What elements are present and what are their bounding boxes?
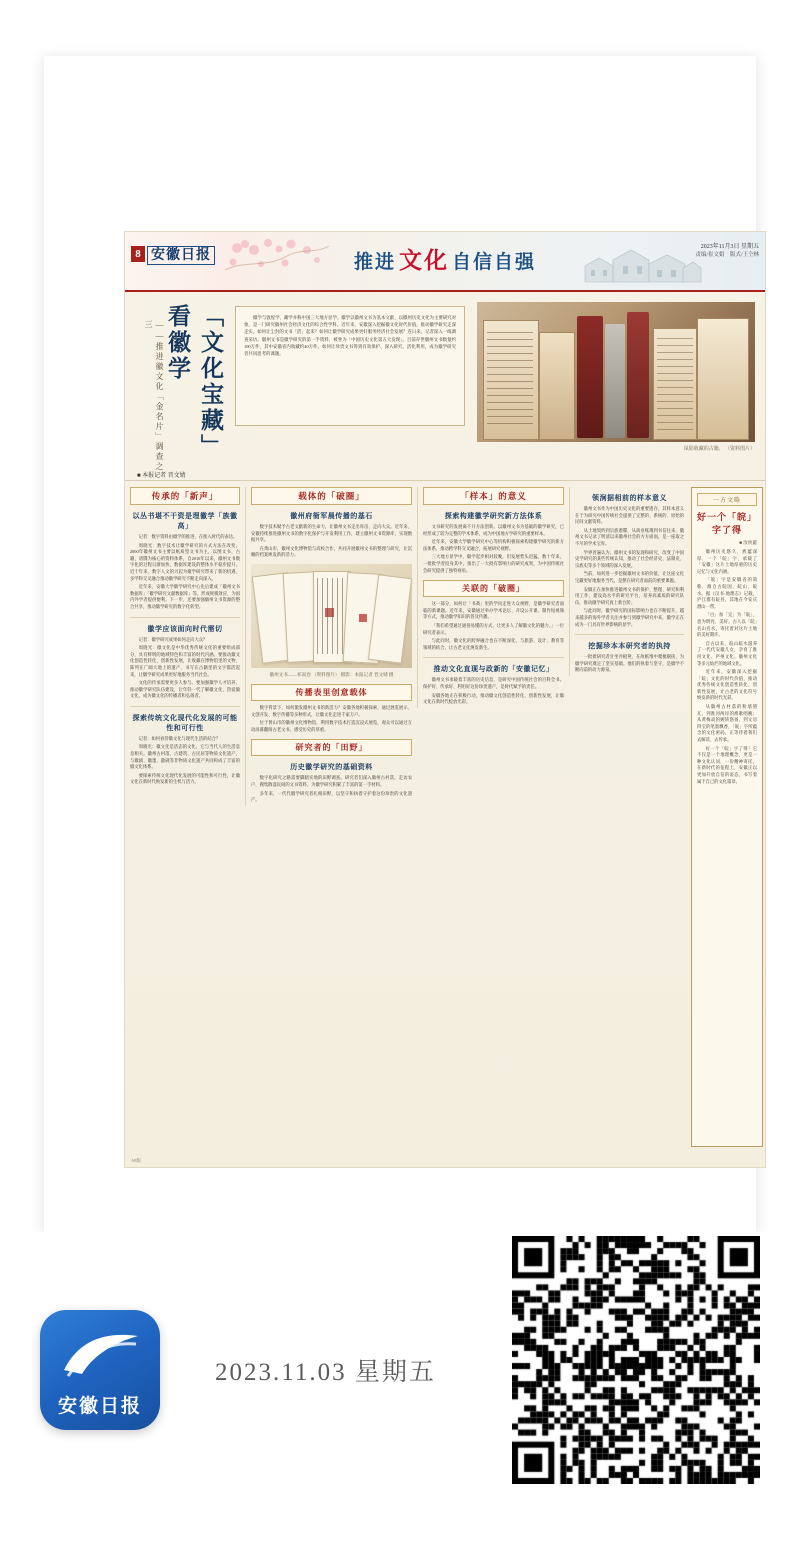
paragraph: 数字背景下，如何激发徽州文书的新活力？安徽各地积极探索，通过展览展示、文创开发、数字传播等多种形式，让徽文化走进千家万户。 (251, 704, 412, 717)
masthead-headline: 推进 文化 自信自强 (353, 248, 537, 273)
wave-icon (58, 1328, 142, 1382)
paragraph: 「皖」字是安徽省的简称，源自古皖国、皖山、皖水。据《汉书·地理志》记载，庐江郡有皖县，其地在今安庆潜山一带。 (697, 577, 757, 609)
lead-paragraph-box (235, 306, 465, 426)
subheading-1-1: 以丛书堪不干资是理徽学「族徽高」 (132, 512, 238, 530)
document-photo-caption: 徽州文书——祁南卷 （资料图片） 摄影：本报记者 晋文婧 摄 (269, 671, 394, 677)
page-number-badge: 8 (131, 246, 145, 262)
editor-credits: 责编/崔文娟 版式/王仝林 (695, 252, 759, 258)
paragraph: 记者：数字资料由徽学的推进，在推入时代的表达。 (138, 534, 238, 539)
document-photo (251, 564, 412, 668)
paragraph: 从土地契约到宗族谱牒，从商业账簿到书信往来，徽州文书记录了明清以来徽州社会的方方面面，是一座取之不尽的学术宝库。 (575, 527, 684, 546)
divider (130, 706, 240, 707)
subheading-4-1: 挖掘珍本本研究者的执持 (588, 642, 671, 651)
paragraph: 好一个「皖」字了得！它不仅是一个地理概念，更是一种文化认同，一份精神寄托。在新时代的征程上，安徽正以更加开放自信的姿态，书写着属于自己的文化篇章。 (697, 745, 757, 784)
app-name: 安徽日报 (57, 1396, 142, 1417)
subheading-3-2: 推动文化直现与政新的「安徽记忆」 (433, 665, 554, 674)
sidebar-author: ■ 汝泱蕙 (739, 540, 757, 545)
feature-subtitle: ——推进徽文化「金名片」调查之三 (144, 320, 164, 472)
column-4 (569, 487, 689, 676)
paragraph: 安徽正在加快推进徽州文书的保护、整理、研究和利用工作，建设高水平的研究平台，培养高素质的研究队伍，推动徽学研究再上新台阶。 (575, 586, 684, 605)
newspaper-page (124, 231, 766, 1168)
date-label: 2023.11.03 星期五 (215, 1359, 436, 1386)
paragraph: 近年来，安徽深入挖掘「皖」文化的时代价值，推动优秀传统文化创造性转化、创新性发展，让古老的文化符号焕发新的时代光彩。 (697, 669, 757, 701)
paragraph: 在黄山市，徽州文化博物馆与高校合作，共同开展徽州文书的整理与研究，让沉睡的档案焕发新的活力。 (251, 545, 412, 558)
paragraph: 「白」加「完」为「皖」，意为明亮、美好。古人以「皖」名山名水，寄托着对这片土地的美好期许。 (697, 612, 757, 638)
paragraph: 周晓光：徽文化是活态的文化，它与当代人的生活息息相关。徽州古村落、古建筑、古民居等物质文化遗产，与徽剧、徽墨、歙砚等非物质文化遗产共同构成了丰富的徽文化体系。 (130, 744, 240, 770)
paragraph: 记者：徽学研究成果如何走向大众？ (138, 636, 208, 642)
feature-byline: ■ 本报记者 晋文婧 (137, 473, 186, 479)
section-heading-2: 载体的「破圈」 (251, 487, 412, 505)
paragraph: 安徽各地正在积极行动，推动徽文化创造性转化、创新性发展，让徽文化在新时代绽放光彩。 (423, 692, 564, 705)
paragraph: 学界普遍认为，徽州文书的发现和研究，改变了中国史学研究的某些传统认知，推动了社会经济史、法制史、宗族史等多个领域的深入发展。 (575, 549, 684, 568)
page-sheet (44, 56, 759, 1232)
paragraph: 文书研究的发展离不开方法创新。以徽州文书为基础的徽学研究，已经形成了较为完整的学术体系，成为中国地方学研究的重要样本。 (423, 524, 564, 536)
lead-paragraph: 徽学与敦煌学、藏学并称中国三大地方显学。徽学以徽州文书为基本文献，以徽州历史文化为主要研究对象，是一门研究徽州社会经济文化的综合性学科。近年来，安徽深入挖掘徽文化时代价值，推动徽学研究走深走实。如何让尘封的文书「活」起来？如何让徽学研究成果更好服务经济社会发展？连日来，记者深入一线调查采访。徽州文书是徽学研究的第一手资料，被誉为「中国历史文化第五大发现」。目前存世徽州文书数量约100万件，其中安徽省内收藏约40万件。如何让珍贵文书得到有效保护、深入研究、活化利用，成为徽学研究者共同思考的课题。 (244, 315, 456, 357)
divider (130, 617, 240, 618)
paragraph: 周晓光：数字技术让徽学研究的方式方法在改变。2000年徽州文书主要以纸质型文书为主，以图文书、古籍、谱牒为核心的资料体系，自2010年以来，徽州文书数字化的过程日渐加快，数据库建设的整体水平稳步提升。近十年来，数字人文的兴起为徽学研究带来了新的机遇，多学科交叉融合推动徽学研究不断走向深入。 (130, 542, 240, 581)
paragraph: 多年来，一代代徽学研究者扎根田野，以坚守和执着守护着这份珍贵的文化遗产。 (251, 790, 412, 803)
paragraph: 数字化研究之路需要脚踏实地的田野调查。研究者们深入徽州古村落，走访农户，搜集散落民间的文书资料，为徽学研究积累了丰富的第一手材料。 (251, 775, 412, 787)
column-3 (417, 487, 569, 708)
subheading-3-1: 探索构建徽学研究新方法体系 (444, 512, 543, 520)
paragraph: 与此同时，徽文化的跨界融合也在不断深化，与旅游、设计、教育等领域的结合，让古老文化焕发新生。 (423, 638, 564, 650)
section-heading-1: 传承的「新声」 (130, 487, 240, 505)
paragraph: 徽州文书作为中国历史文化的重要遗存，其样本意义在于为研究中国传统社会提供了完整的、系统的、原始的民间文献资料。 (575, 506, 684, 525)
paragraph: 周晓光：徽文化是中华优秀传统文化的重要组成部分，具有鲜明的地域特色和丰富的时代内涵。要推动徽文化创造性转化、创新性发展，让收藏在博物馆里的文物、陈列在广阔大地上的遗产、书写在古籍里的文字都活起来，让徽学研究成果更好地服务当代社会。 (130, 645, 240, 677)
paragraph: 从徽州古村落的粉墙黛瓦，到淮河两岸的渔歌唱晚；从黄梅戏的婉转悠扬，到文房四宝的笔墨飘香，「皖」字所蕴含的文化密码，正等待着我们去解读、去传承。 (697, 704, 757, 743)
issue-date: 2023年11月3日 星期五 (700, 244, 759, 250)
feature-title: 「文化宝藏」看徽学 (165, 304, 223, 460)
subheading-1-2: 徽学应该面向时代需切 (147, 624, 223, 633)
divider (423, 657, 564, 658)
paragraph: 文化的传承需要更多人参与。要加强徽学人才培养，推动徽学研究队伍建设，让年轻一代了解徽文化、热爱徽文化，成为徽文化的传播者和弘扬者。 (130, 680, 240, 699)
paragraph: 徽州历史悠久，底蕴深厚，一个「皖」字，承载了「安徽」这片土地厚重的历史记忆与文化内涵。 (697, 549, 757, 574)
sidebar-title: 好一个「皖」字了得 (697, 512, 758, 535)
paragraph: 数字技术赋予古老文献新的生命力，让徽州文书走出库房、走向大众。近年来，安徽持续推进徽州文书的数字化保护与开发利用工作，建立徽州文书资源库，实现数据共享。 (251, 524, 412, 543)
section-heading-4: 领涧据相前的样本意义 (592, 494, 667, 502)
masthead-meta (695, 243, 759, 259)
paragraph: 徽州文书承载着丰富的历史信息，是研究中国传统社会的百科全书。保护好、传承好、利用好这份珍贵遗产，是时代赋予的责任。 (423, 677, 564, 689)
qr-code[interactable] (512, 1236, 760, 1484)
sidebar-tag: 一方文略 (697, 493, 757, 506)
qr-canvas (512, 1236, 760, 1484)
sidebar-article (691, 487, 763, 1147)
column-2 (245, 487, 417, 806)
article-columns (125, 481, 765, 1167)
feature-photo-caption: 凤阳收藏的古籍、 （资料图片） (683, 447, 755, 452)
paragraph: 「我们希望通过通俗易懂的方式，让更多人了解徽文化的魅力。」一位研究者表示。 (423, 622, 564, 635)
paragraph: 位于黄山市的徽州文化博物馆，利用数字技术打造沉浸式展览，观众可以通过互动屏幕翻阅古老文书，感受历史的厚重。 (251, 720, 412, 732)
paragraph: 三大地方显学中，徽学起步相对较晚，但发展势头迅猛。数十年来，一批批学者投身其中，推出了一大批有影响力的研究成果，为中国传统社会研究提供了独特视角。 (423, 554, 564, 573)
divider (575, 634, 684, 635)
huizhou-architecture-icon (583, 240, 703, 284)
paragraph: 与此同时，徽学研究的国际影响力也在不断提升，越来越多的海外学者关注并参与到徽学研究中来，徽学正在成为一门具有世界影响的显学。 (575, 608, 684, 627)
app-logo[interactable] (40, 1310, 160, 1430)
feature-title-group (135, 300, 227, 472)
subheading-2-1: 徽州府衙军晨传播的基石 (290, 512, 373, 520)
section-heading-3: 「样本」的意义 (423, 487, 564, 505)
feature-block (125, 292, 765, 481)
paragraph: 近年来，安徽大学徽学研究中心先后建成「徽州文书数据库」「徽学研究文献数据库」等，形成规模效应，为国内外学者提供便利。下一步，还要加强徽州文书资源的整合共享，推动徽学研究的数字化转型。 (130, 584, 240, 609)
paper-name: 安徽日报 (147, 244, 215, 264)
subheading-1-3: 探索传统文化现代化发展的可能性和可行性 (132, 713, 238, 732)
section-heading-2b: 传播表里创意载体 (251, 684, 412, 701)
section-heading-3b: 关联的「破圈」 (423, 580, 564, 597)
page-footer: A8版 (131, 1158, 141, 1163)
paragraph: 自古以来，皖山皖水滋养了一代代安徽儿女，孕育了淮河文化、庐州文化、徽州文化等多元灿烂的地域文化。 (697, 640, 757, 666)
paragraph: 这一部分，如何让「书斋」里的学问走进大众视野，是徽学研究者面临的新课题。近年来，安徽通过举办学术论坛、开设公开课、制作短视频等方式，推动徽学知识的普及传播。 (423, 601, 564, 620)
paragraph: 要探索传统文化现代化发展的可能性和可行性，让徽文化在新时代焕发新的生机与活力。 (130, 772, 240, 785)
paragraph: 一批批研究者甘坐冷板凳，在故纸堆中爬梳剔抉，为徽学研究奠定了坚实基础。他们的执着与坚守，是徽学不断向前的动力源泉。 (575, 654, 684, 673)
paragraph: 当前，如何进一步挖掘徽州文书的价值，让这座文化宝藏更好地服务当代，是摆在研究者面前的重要课题。 (575, 571, 684, 583)
column-1 (125, 487, 245, 788)
feature-photo (477, 302, 755, 442)
paragraph: 近年来，安徽大学徽学研究中心等机构积极探索构建徽学研究的新方法体系，推动跨学科交叉融合，拓展研究视野。 (423, 539, 564, 551)
masthead (125, 232, 765, 292)
section-heading-2c: 研究者的「田野」 (251, 739, 412, 756)
subheading-2-2: 历史徽学研究的基础资料 (290, 763, 373, 772)
blossom-icon (221, 236, 331, 286)
paragraph: 记者：如何看待徽文化与现代生活的结合？ (138, 735, 221, 741)
